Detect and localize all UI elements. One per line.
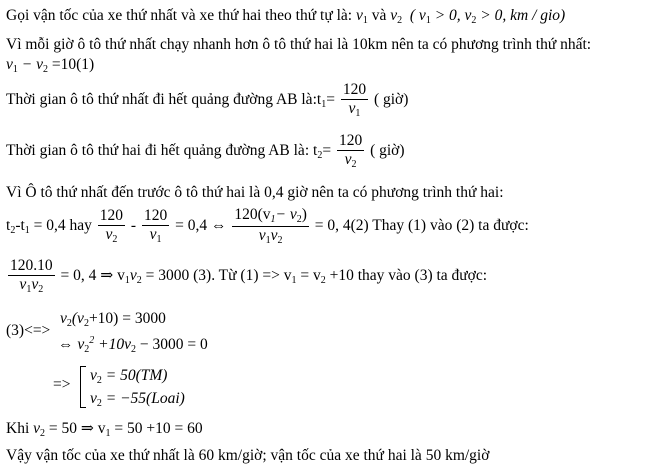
time-1-line: Thời gian ô tô thứ nhất đi hết quảng đường AB $là:t_1=$ $\frac{120}{v_1}$ ( giờ) bbox=[6, 81, 409, 119]
fraction-120-over-v2-b: $\frac{120}{v_2}$ bbox=[99, 207, 124, 245]
equation-3: $\frac{120.10}{v_1v_2}$ = 0, 4 ⇒ $v_1v_2 = 3000$ (3). Từ $(1) => v_1 = v_2 +10$ thay vào (3) ta được: bbox=[10, 257, 488, 295]
equation-1: $v_1 - v_2 =10(1)$ bbox=[6, 56, 95, 75]
v2-symbol: $v_2$ bbox=[390, 7, 403, 26]
fraction-combined: $\frac{120(v_1- v_2)}{v_1v_2}$ bbox=[234, 206, 307, 246]
fraction-120-over-v1-b: $\frac{120}{v_1}$ bbox=[143, 207, 168, 245]
equation-4: $v_2(v_2+10) = 3000$ bbox=[60, 310, 166, 329]
step-label: (3)<=> bbox=[6, 322, 51, 339]
v1-symbol: $v_1$ bbox=[355, 7, 368, 26]
implies-arrow: => bbox=[53, 376, 71, 393]
fraction-1200-over-v1v2: $\frac{120.10}{v_1v_2}$ bbox=[10, 257, 53, 295]
system-bracket bbox=[80, 366, 86, 408]
solution-2: $v_2$ = −55(Loai) bbox=[90, 390, 185, 409]
time-2-line: Thời gian ô tô thứ hai đi hết quảng đường AB là: $t_2=$ $\frac{120}{v_2}$ ( giờ) bbox=[6, 132, 405, 170]
equation-5: ⇔ $v_2^2 +10v_2 - 3000 = 0$ bbox=[58, 335, 208, 355]
fraction-120-over-v2: $\frac{120}{v_2}$ bbox=[338, 132, 363, 170]
equation-2: $t_2-t_1 = 0,4$ hay $\frac{120}{v_2}$ - $\frac{120}{v_1}$ = 0,4 ⇔ $\frac{120(v_1- v_2)}{v_1v_2}$ = 0, 4(2) Thay (1) vào (2) ta được: bbox=[6, 206, 529, 246]
conditions: ( $v_1 > 0$, $v_2 > 0$, km / gio) bbox=[409, 7, 566, 26]
conclusion-line: Vậy vận tốc của xe thứ nhất là 60 km/giờ; vận tốc của xe thứ hai là 50 km/giờ bbox=[6, 447, 490, 464]
intro-line bbox=[6, 8, 565, 26]
solution-1: $v_2 = 50(TM)$ bbox=[90, 367, 168, 386]
result-line: Khi $v_2 = 50$ ⇒ $v_1 = 50 +10 = 60$ bbox=[6, 420, 203, 439]
fraction-120-over-v1: $\frac{120}{v_1}$ bbox=[342, 81, 367, 119]
intro-text: Gọi vận tốc của xe thứ nhất và xe thứ hai theo thứ tự là: bbox=[6, 7, 353, 24]
reason-line-1: Vì mỗi giờ ô tô thứ nhất chạy nhanh hơn ô tô thứ hai là 10km nên ta có phương trình thứ nhất: bbox=[6, 36, 592, 53]
reason-line-2: Vì Ô tô thứ nhất đến trước ô tô thứ hai là 0,4 giờ nên ta có phương trình thứ hai: bbox=[6, 184, 504, 201]
and-word: và bbox=[371, 7, 387, 24]
